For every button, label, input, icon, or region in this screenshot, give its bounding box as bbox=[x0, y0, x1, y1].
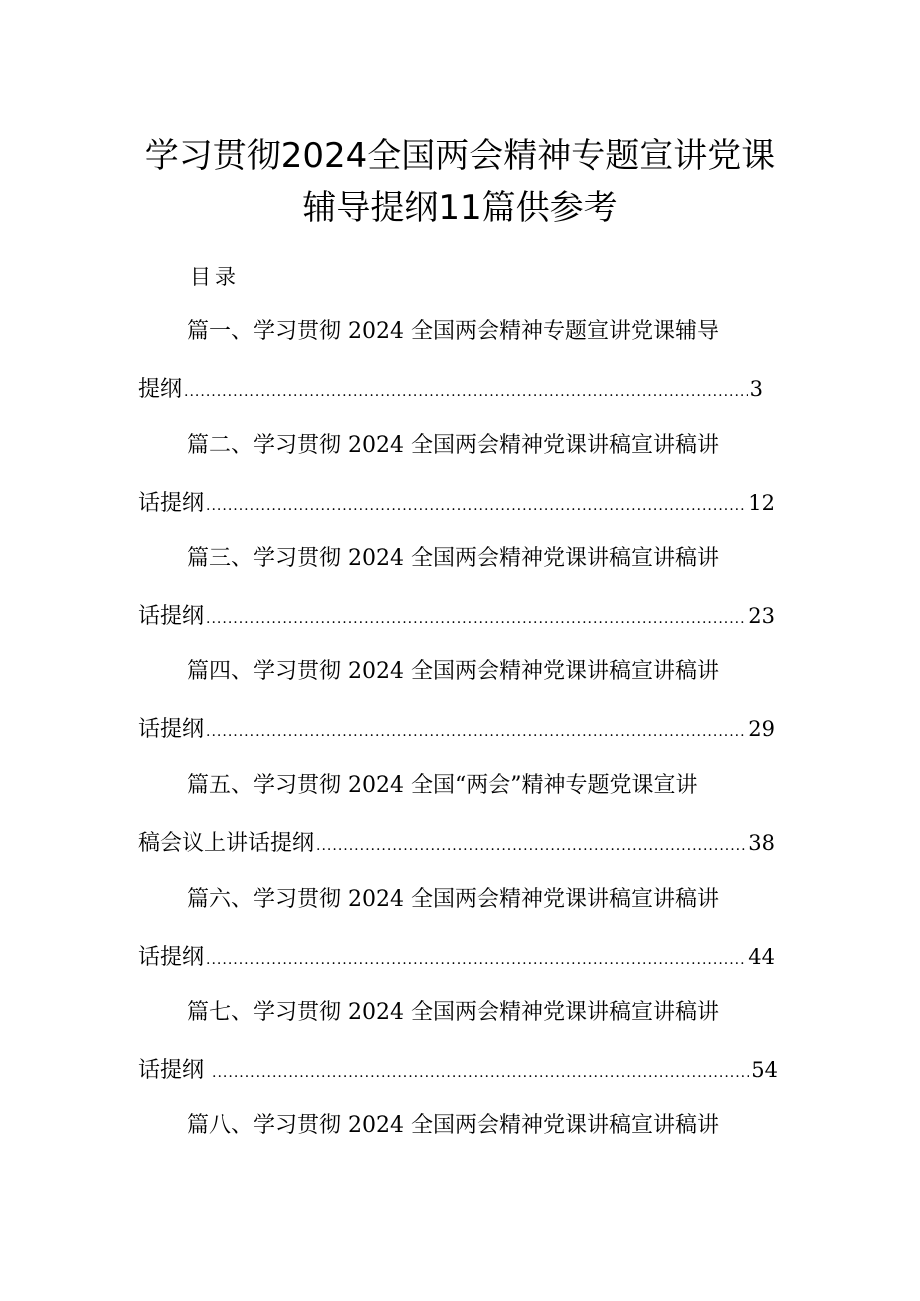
toc-entry-7-title[interactable]: 篇七、学习贯彻 2024 全国两会精神党课讲稿宣讲稿讲 bbox=[187, 1000, 719, 1025]
toc-leader-dots bbox=[206, 716, 746, 748]
toc-entry-2-title-cont: 话提纲 bbox=[138, 491, 205, 516]
toc-entry-5-title[interactable]: 篇五、学习贯彻 2024 全国“两会”精神专题党课宣讲 bbox=[187, 773, 698, 798]
toc-entry-6-title-cont: 话提纲 bbox=[138, 945, 205, 970]
toc-entry-1-page: 3 bbox=[749, 377, 763, 401]
toc-entry-6-title[interactable]: 篇六、学习贯彻 2024 全国两会精神党课讲稿宣讲稿讲 bbox=[187, 887, 719, 912]
toc-entry-4-continuation[interactable] bbox=[138, 713, 775, 745]
toc-entry-3-title-cont: 话提纲 bbox=[138, 604, 205, 629]
toc-entry-5-page: 38 bbox=[748, 831, 775, 855]
toc-entry-5-continuation[interactable] bbox=[138, 827, 775, 859]
toc-entry-5-title-cont: 稿会议上讲话提纲 bbox=[138, 831, 315, 856]
toc-entry-1-continuation[interactable] bbox=[138, 373, 763, 405]
toc-entry-4-page: 29 bbox=[748, 717, 775, 741]
toc-leader-dots bbox=[212, 1057, 749, 1089]
toc-entry-3-page: 23 bbox=[748, 604, 775, 628]
toc-leader-dots bbox=[206, 944, 746, 976]
toc-entry-6-page: 44 bbox=[748, 945, 775, 969]
toc-leader-dots bbox=[316, 830, 746, 862]
toc-entry-7-continuation[interactable] bbox=[138, 1054, 778, 1086]
document-title-line-1: 学习贯彻2024全国两会精神专题宣讲党课 bbox=[144, 136, 776, 176]
toc-entry-4-title-cont: 话提纲 bbox=[138, 717, 205, 742]
toc-entry-2-page: 12 bbox=[748, 491, 775, 515]
toc-entry-7-title-cont: 话提纲 bbox=[138, 1058, 205, 1083]
toc-entry-4-title[interactable]: 篇四、学习贯彻 2024 全国两会精神党课讲稿宣讲稿讲 bbox=[187, 659, 719, 684]
toc-leader-dots bbox=[184, 376, 748, 408]
toc-entry-3-continuation[interactable] bbox=[138, 600, 775, 632]
toc-entry-2-continuation[interactable] bbox=[138, 487, 775, 519]
toc-leader-dots bbox=[206, 490, 746, 522]
toc-entry-1-title[interactable]: 篇一、学习贯彻 2024 全国两会精神专题宣讲党课辅导 bbox=[187, 319, 719, 344]
document-title-line-2: 辅导提纲11篇供参考 bbox=[302, 188, 618, 228]
toc-entry-7-page: 54 bbox=[751, 1058, 778, 1082]
toc-entry-6-continuation[interactable] bbox=[138, 941, 775, 973]
toc-entry-8-title[interactable]: 篇八、学习贯彻 2024 全国两会精神党课讲稿宣讲稿讲 bbox=[187, 1113, 719, 1138]
toc-entry-2-title[interactable]: 篇二、学习贯彻 2024 全国两会精神党课讲稿宣讲稿讲 bbox=[187, 433, 719, 458]
toc-entry-3-title[interactable]: 篇三、学习贯彻 2024 全国两会精神党课讲稿宣讲稿讲 bbox=[187, 546, 719, 571]
toc-heading: 目录 bbox=[190, 265, 240, 289]
toc-entry-1-title-cont: 提纲 bbox=[138, 377, 183, 402]
toc-leader-dots bbox=[206, 603, 746, 635]
